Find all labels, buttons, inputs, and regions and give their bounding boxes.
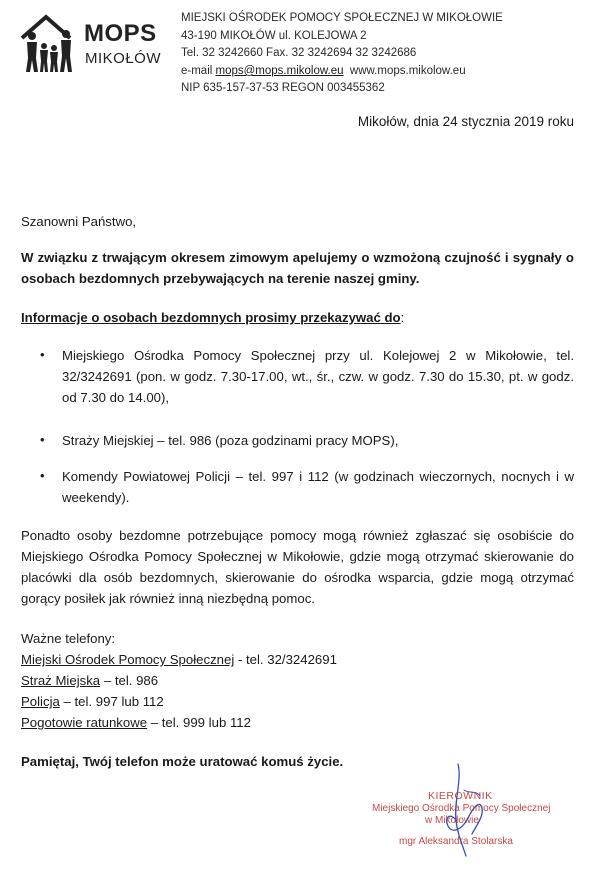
info-heading-text: Informacje o osobach bezdomnych prosimy przekazywać do — [21, 310, 401, 325]
contact-item: Komendy Powiatowej Policji – tel. 997 i 112 (w godzinach wieczornych, nocnych i w weekendy). — [62, 469, 574, 505]
closing-line: Pamiętaj, Twój telefon może uratować komuś życie. — [21, 754, 344, 769]
org-address: 43-190 MIKOŁÓW ul. KOLEJOWA 2 — [181, 30, 367, 42]
logo-city: MIKOŁÓW — [85, 50, 162, 67]
email-link[interactable]: mops@mops.mikolow.eu — [215, 65, 344, 77]
contact-item: Straży Miejskiej – tel. 986 (poza godzinami pracy MOPS), — [62, 433, 399, 448]
logo-name: MOPS — [84, 20, 157, 47]
phone-name: Policja — [21, 694, 60, 709]
phone-detail: - tel. 32/3242691 — [234, 652, 337, 667]
logo-family-icon — [20, 14, 82, 74]
phone-name: Straż Miejska — [21, 673, 101, 688]
appeal-paragraph: W związku z trwającym okresem zimowym apelujemy o wzmożoną czujność i sygnały o osobach bezdomnych przebywających na terenie naszej gminy. — [21, 250, 574, 286]
stamp-title: KIEROWNIK — [428, 790, 493, 802]
phone-line — [21, 670, 158, 691]
org-contact-line — [181, 63, 466, 80]
email-label: e-mail — [181, 65, 213, 77]
phone-detail: – tel. 999 lub 112 — [147, 715, 251, 730]
website-link[interactable]: www.mops.mikolow.eu — [349, 65, 466, 77]
phone-detail: – tel. 997 lub 112 — [59, 694, 164, 709]
info-heading-colon: : — [400, 310, 405, 325]
phone-line — [21, 712, 251, 733]
letter-date: Mikołów, dnia 24 stycznia 2019 roku — [357, 114, 574, 129]
bullet-icon: • — [40, 347, 45, 362]
stamp-org: Miejskiego Ośrodka Pomocy Społecznej — [372, 803, 551, 814]
info-heading — [21, 307, 574, 328]
bullet-icon: • — [40, 432, 45, 447]
phones-title: Ważne telefony: — [21, 631, 116, 646]
phone-line — [21, 691, 164, 712]
phone-name: Miejski Ośrodek Pomocy Społecznej — [21, 652, 235, 667]
stamp-signer: mgr Aleksandra Stolarska — [399, 836, 513, 847]
org-name: MIEJSKI OŚRODEK POMOCY SPOŁECZNEJ W MIKOŁOWIE — [181, 12, 503, 24]
bullet-icon: • — [40, 468, 45, 483]
phone-name: Pogotowie ratunkowe — [21, 715, 148, 730]
greeting: Szanowni Państwo, — [21, 214, 137, 229]
stamp-city: w Mikołowie — [425, 815, 479, 826]
extra-paragraph: Ponadto osoby bezdomne potrzebujące pomocy mogą również zgłaszać się osobiście do Miejskiego Ośrodka Pomocy Społecznej w Mikołowie, gdzie mogą otrzymać skierowanie do placówki dla osób bezdomnych, skierowanie do ośrodka wsparcia, gdzie mogą otrzymać gorący posiłek jak również inną niezbędną pomoc. — [21, 528, 574, 606]
org-ids: NIP 635-157-37-53 REGON 003455362 — [181, 82, 385, 94]
phone-detail: – tel. 986 — [100, 673, 159, 688]
signature-icon — [410, 760, 530, 860]
org-phones: Tel. 32 3242660 Fax. 32 3242694 32 3242686 — [181, 47, 417, 59]
contact-item: Miejskiego Ośrodka Pomocy Społecznej przy ul. Kolejowej 2 w Mikołowie, tel. 32/3242691 (pon. w godz. 7.30-17.00, wt., śr., czw. w godz. 7.30 do 15.30, pt. w godz. od 7.30 do 14.00), — [62, 348, 574, 405]
phone-line — [21, 649, 337, 670]
